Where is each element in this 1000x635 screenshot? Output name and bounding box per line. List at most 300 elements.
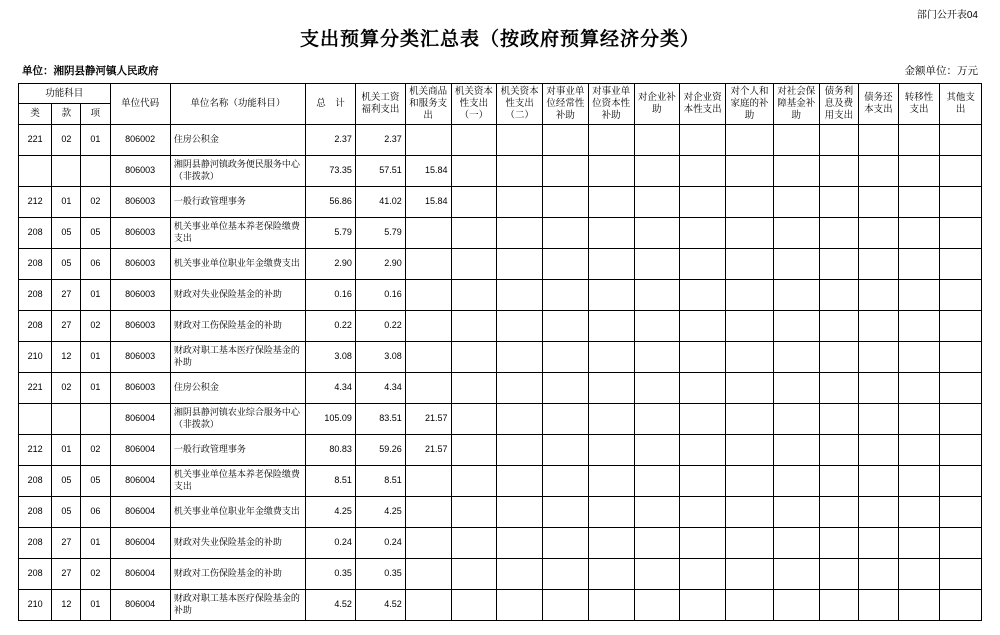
cell-xiang: 02 [81,310,110,341]
cell-unit-code: 806002 [110,124,170,155]
cell-enterprise-subsidy [634,372,680,403]
cell-salary-welfare: 3.08 [355,341,405,372]
cell-goods-services [405,589,451,620]
cell-capital-2 [497,589,543,620]
cell-debt-interest [819,155,859,186]
cell-kuan [52,155,81,186]
cell-transfer [898,217,940,248]
budget-table [18,83,982,621]
table-row [19,155,982,186]
cell-debt-principal [859,496,899,527]
cell-xiang: 06 [81,248,110,279]
cell-unit-name: 一般行政管理事务 [170,434,305,465]
cell-enterprise-capital [680,434,726,465]
cell-institution-operating [543,248,589,279]
cell-xiang: 06 [81,496,110,527]
cell-social-security [773,465,819,496]
table-row [19,496,982,527]
cell-institution-operating [543,558,589,589]
cell-institution-capital [588,155,634,186]
cell-institution-capital [588,124,634,155]
cell-debt-principal [859,217,899,248]
header-debt-interest: 债务利息及费用支出 [819,84,859,125]
cell-goods-services: 21.57 [405,434,451,465]
cell-capital-2 [497,434,543,465]
cell-capital-1 [451,434,497,465]
cell-institution-operating [543,155,589,186]
cell-transfer [898,124,940,155]
cell-transfer [898,155,940,186]
cell-debt-interest [819,403,859,434]
cell-debt-principal [859,310,899,341]
cell-institution-operating [543,372,589,403]
cell-total: 0.16 [306,279,356,310]
header-individual-family: 对个人和家庭的补助 [726,84,774,125]
header-total: 总 计 [306,84,356,125]
header-salary-welfare: 机关工资福利支出 [355,84,405,125]
cell-individual-family [726,527,774,558]
cell-kuan: 27 [52,558,81,589]
cell-capital-1 [451,279,497,310]
cell-transfer [898,496,940,527]
table-row [19,372,982,403]
cell-lei: 212 [19,434,52,465]
cell-goods-services [405,124,451,155]
cell-unit-name: 机关事业单位职业年金缴费支出 [170,496,305,527]
cell-capital-1 [451,465,497,496]
cell-enterprise-subsidy [634,527,680,558]
cell-debt-principal [859,372,899,403]
cell-salary-welfare: 2.90 [355,248,405,279]
cell-xiang: 01 [81,341,110,372]
cell-unit-code: 806004 [110,403,170,434]
cell-debt-principal [859,589,899,620]
header-institution-capital: 对事业单位资本性补助 [588,84,634,125]
table-row [19,558,982,589]
cell-salary-welfare: 59.26 [355,434,405,465]
header-social-security: 对社会保障基金补助 [773,84,819,125]
page-title: 支出预算分类汇总表（按政府预算经济分类） [299,29,700,50]
cell-debt-interest [819,279,859,310]
cell-debt-principal [859,186,899,217]
cell-transfer [898,186,940,217]
cell-enterprise-capital [680,155,726,186]
header-enterprise-capital: 对企业资本性支出 [680,84,726,125]
cell-other [940,527,982,558]
cell-transfer [898,558,940,589]
cell-lei: 208 [19,527,52,558]
cell-transfer [898,341,940,372]
cell-institution-operating [543,124,589,155]
cell-kuan: 05 [52,217,81,248]
cell-unit-name: 机关事业单位职业年金缴费支出 [170,248,305,279]
cell-institution-capital [588,248,634,279]
cell-lei: 212 [19,186,52,217]
cell-enterprise-capital [680,341,726,372]
cell-total: 3.08 [306,341,356,372]
cell-salary-welfare: 8.51 [355,465,405,496]
table-row [19,124,982,155]
cell-lei: 208 [19,217,52,248]
cell-enterprise-capital [680,527,726,558]
cell-enterprise-capital [680,186,726,217]
header-unit-name: 单位名称（功能科目） [170,84,305,125]
cell-social-security [773,496,819,527]
cell-lei: 208 [19,248,52,279]
cell-capital-2 [497,310,543,341]
cell-capital-2 [497,403,543,434]
cell-xiang: 02 [81,186,110,217]
cell-institution-capital [588,465,634,496]
table-row [19,341,982,372]
cell-total: 56.86 [306,186,356,217]
cell-enterprise-capital [680,217,726,248]
cell-salary-welfare: 5.79 [355,217,405,248]
cell-institution-operating [543,403,589,434]
cell-lei: 221 [19,372,52,403]
form-number-label: 部门公开表04 [916,10,978,21]
cell-enterprise-capital [680,589,726,620]
cell-debt-interest [819,589,859,620]
cell-lei [19,403,52,434]
cell-salary-welfare: 83.51 [355,403,405,434]
cell-debt-principal [859,434,899,465]
cell-unit-code: 806004 [110,465,170,496]
cell-debt-principal [859,403,899,434]
table-row [19,217,982,248]
cell-institution-capital [588,279,634,310]
cell-goods-services [405,341,451,372]
cell-debt-interest [819,465,859,496]
cell-lei: 210 [19,341,52,372]
cell-unit-name: 湘阴县静河镇农业综合服务中心（非拨款） [170,403,305,434]
cell-individual-family [726,155,774,186]
cell-capital-1 [451,217,497,248]
cell-unit-name: 财政对职工基本医疗保险基金的补助 [170,341,305,372]
table-row [19,248,982,279]
cell-salary-welfare: 4.52 [355,589,405,620]
cell-capital-2 [497,527,543,558]
cell-individual-family [726,434,774,465]
cell-debt-principal [859,124,899,155]
cell-other [940,434,982,465]
cell-individual-family [726,217,774,248]
cell-institution-capital [588,341,634,372]
cell-total: 8.51 [306,465,356,496]
header-capital-2: 机关资本性支出（二） [497,84,543,125]
cell-individual-family [726,372,774,403]
cell-goods-services [405,372,451,403]
cell-enterprise-subsidy [634,310,680,341]
cell-transfer [898,372,940,403]
header-kuan: 款 [52,104,81,124]
cell-institution-operating [543,527,589,558]
cell-other [940,217,982,248]
cell-capital-2 [497,465,543,496]
cell-capital-2 [497,496,543,527]
cell-goods-services [405,310,451,341]
cell-enterprise-capital [680,279,726,310]
cell-kuan: 02 [52,372,81,403]
cell-individual-family [726,186,774,217]
cell-total: 0.24 [306,527,356,558]
cell-other [940,496,982,527]
cell-debt-interest [819,124,859,155]
cell-unit-code: 806003 [110,155,170,186]
cell-institution-operating [543,279,589,310]
cell-kuan: 12 [52,341,81,372]
cell-capital-2 [497,124,543,155]
cell-transfer [898,589,940,620]
cell-total: 5.79 [306,217,356,248]
header-lei: 类 [19,104,52,124]
cell-goods-services: 15.84 [405,155,451,186]
cell-debt-principal [859,279,899,310]
cell-individual-family [726,248,774,279]
cell-goods-services [405,527,451,558]
cell-unit-name: 财政对职工基本医疗保险基金的补助 [170,589,305,620]
cell-capital-1 [451,496,497,527]
cell-lei [19,155,52,186]
cell-xiang: 01 [81,527,110,558]
cell-lei: 208 [19,496,52,527]
header-unit-code: 单位代码 [110,84,170,125]
cell-total: 4.25 [306,496,356,527]
cell-debt-principal [859,558,899,589]
cell-goods-services [405,558,451,589]
cell-debt-interest [819,372,859,403]
cell-goods-services: 21.57 [405,403,451,434]
cell-xiang: 01 [81,372,110,403]
cell-total: 80.83 [306,434,356,465]
cell-unit-name: 机关事业单位基本养老保险缴费支出 [170,465,305,496]
cell-transfer [898,279,940,310]
cell-unit-code: 806003 [110,186,170,217]
cell-enterprise-subsidy [634,465,680,496]
cell-unit-code: 806004 [110,527,170,558]
cell-goods-services [405,496,451,527]
cell-institution-capital [588,558,634,589]
cell-social-security [773,589,819,620]
cell-enterprise-capital [680,372,726,403]
cell-kuan: 12 [52,589,81,620]
cell-institution-operating [543,589,589,620]
cell-goods-services [405,279,451,310]
cell-xiang: 05 [81,217,110,248]
header-enterprise-subsidy: 对企业补助 [634,84,680,125]
cell-institution-operating [543,217,589,248]
cell-unit-code: 806004 [110,558,170,589]
cell-social-security [773,558,819,589]
cell-capital-1 [451,310,497,341]
cell-other [940,124,982,155]
cell-social-security [773,155,819,186]
cell-capital-2 [497,372,543,403]
cell-xiang: 01 [81,589,110,620]
cell-salary-welfare: 57.51 [355,155,405,186]
cell-xiang: 01 [81,124,110,155]
cell-debt-principal [859,527,899,558]
cell-goods-services [405,465,451,496]
cell-unit-code: 806004 [110,434,170,465]
cell-debt-principal [859,155,899,186]
cell-transfer [898,434,940,465]
cell-unit-name: 财政对失业保险基金的补助 [170,527,305,558]
cell-individual-family [726,310,774,341]
cell-debt-principal [859,248,899,279]
cell-goods-services: 15.84 [405,186,451,217]
cell-debt-interest [819,310,859,341]
cell-debt-interest [819,527,859,558]
cell-transfer [898,248,940,279]
cell-institution-operating [543,186,589,217]
table-row [19,465,982,496]
cell-capital-2 [497,217,543,248]
cell-lei: 208 [19,279,52,310]
cell-enterprise-subsidy [634,124,680,155]
cell-lei: 221 [19,124,52,155]
cell-total: 2.90 [306,248,356,279]
cell-capital-2 [497,341,543,372]
table-row [19,589,982,620]
cell-xiang [81,403,110,434]
cell-enterprise-subsidy [634,279,680,310]
cell-debt-interest [819,558,859,589]
cell-xiang: 02 [81,434,110,465]
header-capital-1: 机关资本性支出（一） [451,84,497,125]
cell-total: 105.09 [306,403,356,434]
cell-capital-1 [451,341,497,372]
cell-enterprise-subsidy [634,434,680,465]
cell-institution-operating [543,496,589,527]
cell-total: 0.35 [306,558,356,589]
cell-enterprise-capital [680,310,726,341]
cell-enterprise-capital [680,248,726,279]
cell-enterprise-subsidy [634,217,680,248]
cell-kuan: 27 [52,527,81,558]
cell-enterprise-capital [680,403,726,434]
cell-institution-capital [588,403,634,434]
cell-other [940,310,982,341]
cell-institution-operating [543,341,589,372]
cell-capital-1 [451,372,497,403]
cell-debt-interest [819,496,859,527]
cell-capital-1 [451,248,497,279]
header-group-function: 功能科目 [19,84,111,104]
cell-xiang: 01 [81,279,110,310]
cell-goods-services [405,217,451,248]
cell-salary-welfare: 0.24 [355,527,405,558]
header-goods-services: 机关商品和服务支出 [405,84,451,125]
cell-debt-interest [819,248,859,279]
cell-enterprise-subsidy [634,403,680,434]
cell-xiang: 02 [81,558,110,589]
cell-salary-welfare: 4.34 [355,372,405,403]
cell-transfer [898,527,940,558]
cell-kuan: 27 [52,279,81,310]
cell-kuan: 02 [52,124,81,155]
cell-capital-2 [497,186,543,217]
cell-kuan: 01 [52,434,81,465]
cell-unit-code: 806003 [110,248,170,279]
header-transfer: 转移性支出 [898,84,940,125]
cell-enterprise-subsidy [634,558,680,589]
cell-social-security [773,124,819,155]
cell-other [940,589,982,620]
cell-salary-welfare: 0.16 [355,279,405,310]
cell-kuan: 05 [52,248,81,279]
cell-salary-welfare: 4.25 [355,496,405,527]
cell-individual-family [726,124,774,155]
cell-institution-capital [588,372,634,403]
cell-unit-name: 住房公积金 [170,124,305,155]
cell-salary-welfare: 41.02 [355,186,405,217]
cell-other [940,465,982,496]
cell-individual-family [726,341,774,372]
cell-other [940,248,982,279]
cell-enterprise-capital [680,465,726,496]
cell-debt-interest [819,434,859,465]
cell-capital-1 [451,403,497,434]
cell-capital-1 [451,186,497,217]
cell-institution-capital [588,589,634,620]
cell-social-security [773,527,819,558]
cell-social-security [773,434,819,465]
cell-total: 4.52 [306,589,356,620]
table-row [19,310,982,341]
cell-lei: 208 [19,465,52,496]
cell-transfer [898,465,940,496]
cell-total: 0.22 [306,310,356,341]
cell-social-security [773,341,819,372]
money-unit-label: 金额单位：万元 [904,65,978,77]
cell-institution-capital [588,310,634,341]
cell-salary-welfare: 0.35 [355,558,405,589]
cell-total: 73.35 [306,155,356,186]
cell-unit-code: 806004 [110,496,170,527]
cell-debt-principal [859,341,899,372]
cell-enterprise-subsidy [634,186,680,217]
table-row [19,279,982,310]
cell-unit-name: 住房公积金 [170,372,305,403]
cell-institution-operating [543,465,589,496]
cell-kuan [52,403,81,434]
cell-individual-family [726,589,774,620]
cell-enterprise-subsidy [634,155,680,186]
cell-social-security [773,248,819,279]
subheader [18,55,982,83]
cell-lei: 208 [19,558,52,589]
cell-institution-capital [588,527,634,558]
table-row [19,434,982,465]
cell-social-security [773,279,819,310]
cell-institution-capital [588,186,634,217]
cell-transfer [898,403,940,434]
table-row [19,403,982,434]
cell-unit-code: 806003 [110,217,170,248]
cell-social-security [773,217,819,248]
cell-other [940,558,982,589]
cell-other [940,186,982,217]
cell-other [940,155,982,186]
cell-institution-capital [588,496,634,527]
cell-enterprise-capital [680,496,726,527]
cell-capital-2 [497,558,543,589]
cell-capital-1 [451,527,497,558]
cell-capital-1 [451,124,497,155]
cell-capital-1 [451,589,497,620]
cell-social-security [773,186,819,217]
